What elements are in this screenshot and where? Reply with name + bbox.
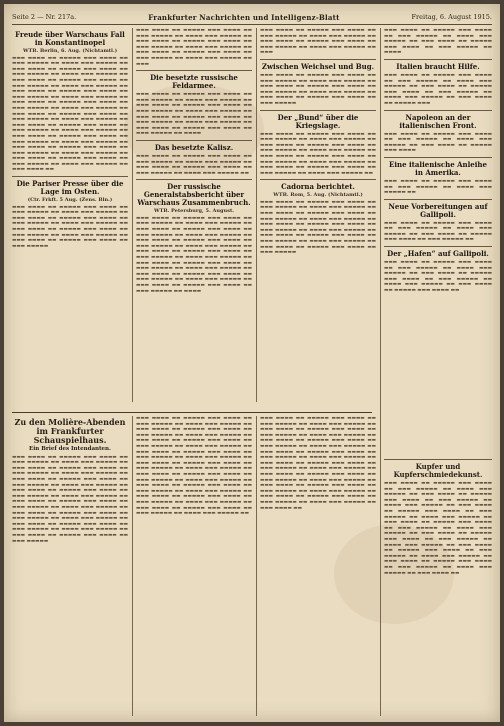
masthead <box>12 10 492 25</box>
article-body: ▬▬▬ ▬▬▬▬ ▬▬ ▬▬▬▬▬ ▬▬▬ ▬▬▬▬ ▬▬ ▬▬▬ ▬▬▬▬▬ ▬▬ ▬▬▬▬ ▬▬▬ ▬▬▬▬▬ ▬▬ ▬▬▬ ▬▬▬▬ ▬▬ ▬▬▬▬▬ ▬▬▬ ▬▬▬▬ ▬▬ ▬▬▬ ▬▬▬▬▬ ▬▬ ▬▬▬▬ ▬▬▬ ▬▬▬▬▬ ▬▬ ▬▬▬ ▬▬▬▬ ▬▬ ▬▬▬▬▬ ▬▬▬ ▬▬▬▬ ▬▬ ▬▬▬ ▬▬▬▬▬ <box>260 72 376 106</box>
article-body: ▬▬▬ ▬▬▬▬ ▬▬ ▬▬▬▬▬ ▬▬▬ ▬▬▬▬ ▬▬ ▬▬▬ ▬▬▬▬▬ ▬▬ ▬▬▬▬ ▬▬▬ ▬▬▬▬▬ ▬▬ <box>384 178 492 196</box>
dateline: (Ctr. Frkft. 5 Aug. (Zens. Bln.) <box>27 197 113 204</box>
article-body: ▬▬▬ ▬▬▬▬ ▬▬ ▬▬▬▬▬ ▬▬▬ ▬▬▬▬ ▬▬ ▬▬▬ ▬▬▬▬▬ ▬▬ ▬▬▬▬ ▬▬▬ ▬▬▬▬▬ ▬▬ ▬▬▬ ▬▬▬▬ ▬▬ ▬▬▬▬▬ ▬▬▬ ▬▬▬▬ ▬▬ ▬▬▬ ▬▬▬▬▬ ▬▬ ▬▬▬▬ <box>384 28 492 56</box>
article-body: ▬▬▬ ▬▬▬▬ ▬▬ ▬▬▬▬▬ ▬▬▬ ▬▬▬▬ ▬▬ ▬▬▬ ▬▬▬▬▬ ▬▬ ▬▬▬▬ ▬▬▬ ▬▬▬▬▬ ▬▬ ▬▬▬ ▬▬▬▬ ▬▬ ▬▬▬▬▬ ▬▬▬ ▬▬▬▬ ▬▬ ▬▬▬ ▬▬▬▬▬ ▬▬ ▬▬▬▬ ▬▬▬ ▬▬▬▬▬ ▬▬ ▬▬▬ <box>260 28 376 56</box>
headline-hafen-gallipoli: Der „Hafen“ auf Gallipoli. <box>387 249 489 259</box>
headline-napoleon: Napoleon an der italienischen Front. <box>399 112 477 130</box>
article-body: ▬▬▬ ▬▬▬▬ ▬▬ ▬▬▬▬▬ ▬▬▬ ▬▬▬▬ ▬▬ ▬▬▬ ▬▬▬▬▬ ▬▬ ▬▬▬▬ ▬▬▬ ▬▬▬▬▬ ▬▬ ▬▬▬ ▬▬▬▬ ▬▬ ▬▬▬▬▬ ▬▬▬ ▬▬▬▬ ▬▬ ▬▬▬ ▬▬▬▬▬ ▬▬ ▬▬▬▬ ▬▬▬ ▬▬▬▬▬ ▬▬ ▬▬▬ ▬▬▬▬ ▬▬ ▬▬▬▬▬ ▬▬▬ ▬▬▬▬ ▬▬ ▬▬▬ ▬▬▬▬▬ ▬▬ ▬▬▬▬ ▬▬▬ ▬▬▬▬▬ ▬▬ ▬▬▬ ▬▬▬▬ ▬▬ ▬▬▬▬▬ ▬▬▬ ▬▬▬▬ ▬▬ ▬▬▬ ▬▬▬▬▬ <box>12 204 128 249</box>
article-body: ▬▬▬ ▬▬▬▬ ▬▬ ▬▬▬▬▬ ▬▬▬ ▬▬▬▬ ▬▬ ▬▬▬ ▬▬▬▬▬ ▬▬ ▬▬▬▬ ▬▬▬ ▬▬▬▬▬ ▬▬ ▬▬▬ ▬▬▬▬ ▬▬ ▬▬▬▬▬ ▬▬▬ ▬▬▬▬ ▬▬ ▬▬▬ ▬▬▬▬▬ ▬▬ ▬▬▬▬ ▬▬▬ ▬▬▬▬▬ ▬▬ <box>136 153 252 176</box>
masthead-left: Seite 2 — Nr. 217a. <box>12 13 77 21</box>
article-body: ▬▬▬ ▬▬▬▬ ▬▬ ▬▬▬▬▬ ▬▬▬ ▬▬▬▬ ▬▬ ▬▬▬ ▬▬▬▬▬ ▬▬ ▬▬▬▬ ▬▬▬ ▬▬▬▬▬ ▬▬ ▬▬▬ ▬▬▬▬ ▬▬ ▬▬▬▬▬ ▬▬▬ ▬▬▬▬ ▬▬ ▬▬▬ ▬▬▬▬▬ ▬▬ ▬▬▬▬ ▬▬▬ ▬▬▬▬▬ ▬▬ ▬▬▬ ▬▬▬▬ ▬▬ ▬▬▬▬▬ ▬▬▬ ▬▬▬▬ ▬▬ ▬▬▬ ▬▬▬▬▬ ▬▬ ▬▬▬▬ ▬▬▬ ▬▬▬▬▬ ▬▬ ▬▬▬ ▬▬▬▬ ▬▬ ▬▬▬▬▬ ▬▬▬ ▬▬▬▬ ▬▬ ▬▬▬ ▬▬▬▬▬ ▬▬ ▬▬▬▬ ▬▬▬ ▬▬▬▬▬ ▬▬ ▬▬▬ ▬▬▬▬ ▬▬ ▬▬▬▬▬ ▬▬▬ ▬▬▬▬ ▬▬ ▬▬▬ ▬▬▬▬▬ ▬▬ ▬▬▬▬ ▬▬▬ ▬▬▬▬▬ ▬▬ ▬▬▬ ▬▬▬▬ ▬▬ ▬▬▬▬▬ ▬▬▬ ▬▬▬▬ ▬▬ ▬▬▬ ▬▬▬▬▬ ▬▬ ▬▬▬▬ ▬▬▬ ▬▬▬▬▬ ▬▬ ▬▬▬ ▬▬▬▬ ▬▬ ▬▬▬▬▬ ▬▬▬ ▬▬▬▬ ▬▬ ▬▬▬ ▬▬▬▬▬ ▬▬ ▬▬▬▬ ▬▬▬ ▬▬▬▬▬ ▬▬ ▬▬▬ ▬▬▬▬ ▬▬ ▬▬▬▬▬ ▬▬▬ ▬▬▬▬ ▬▬ ▬▬▬ ▬▬▬▬▬ <box>12 454 128 544</box>
headline-cadorna: Cadorna berichtet. <box>281 182 355 192</box>
headline-anleihe-amerika: Eine italienische Anleihe in Amerika. <box>389 159 487 177</box>
dateline: WTB. Petersburg, 5. August. <box>153 208 234 215</box>
article-body: ▬▬▬ ▬▬▬▬ ▬▬ ▬▬▬▬▬ ▬▬▬ ▬▬▬▬ ▬▬ ▬▬▬ ▬▬▬▬▬ ▬▬ ▬▬▬▬ ▬▬▬ ▬▬▬▬▬ ▬▬ ▬▬▬ ▬▬▬▬ ▬▬ ▬▬▬▬▬ ▬▬▬ ▬▬▬▬ ▬▬ ▬▬▬ ▬▬▬▬▬ ▬▬ <box>384 220 492 243</box>
dateline: WTB. Berlin, 6. Aug. (Nichtamtl.) <box>22 48 118 54</box>
article-body: ▬▬▬ ▬▬▬▬ ▬▬ ▬▬▬▬▬ ▬▬▬ ▬▬▬▬ ▬▬ ▬▬▬ ▬▬▬▬▬ ▬▬ ▬▬▬▬ ▬▬▬ ▬▬▬▬▬ ▬▬ ▬▬▬ ▬▬▬▬ ▬▬ ▬▬▬▬▬ ▬▬▬ ▬▬▬▬ ▬▬ ▬▬▬ ▬▬▬▬▬ ▬▬ ▬▬▬▬ ▬▬▬ ▬▬▬▬▬ ▬▬ ▬▬▬ ▬▬▬▬ ▬▬ ▬▬▬▬▬ ▬▬▬ ▬▬▬▬ ▬▬ ▬▬▬ ▬▬▬▬▬ ▬▬ ▬▬▬▬ ▬▬▬ ▬▬▬▬▬ ▬▬ ▬▬▬ ▬▬▬▬ ▬▬ ▬▬▬▬▬ ▬▬▬ ▬▬▬▬ ▬▬ ▬▬▬ ▬▬▬▬▬ ▬▬ ▬▬▬▬ ▬▬▬ ▬▬▬▬▬ ▬▬ ▬▬▬ ▬▬▬▬ ▬▬ ▬▬▬▬▬ ▬▬▬ ▬▬▬▬ ▬▬ ▬▬▬ ▬▬▬▬▬ ▬▬ ▬▬▬▬ ▬▬▬ ▬▬▬▬▬ ▬▬ ▬▬▬ ▬▬▬▬ ▬▬ ▬▬▬▬▬ ▬▬▬ ▬▬▬▬ ▬▬ ▬▬▬ ▬▬▬▬▬ ▬▬ ▬▬▬▬ ▬▬▬ ▬▬▬▬▬ ▬▬ ▬▬▬ ▬▬▬▬ ▬▬ ▬▬▬▬▬ ▬▬▬ ▬▬▬▬ ▬▬ ▬▬▬ ▬▬▬▬▬ ▬▬ ▬▬▬▬ ▬▬▬ ▬▬▬▬▬ ▬▬ ▬▬▬ ▬▬▬▬ ▬▬ ▬▬▬▬▬ ▬▬▬ ▬▬▬▬ ▬▬ ▬▬▬ ▬▬▬▬▬ ▬▬ ▬▬▬▬ ▬▬▬ ▬▬▬▬▬ ▬▬ ▬▬▬ ▬▬▬▬ ▬▬ ▬▬▬▬▬ ▬▬▬ ▬▬▬▬ ▬▬ ▬▬▬ ▬▬▬▬▬ ▬▬ ▬▬▬▬ ▬▬▬ ▬▬▬▬▬ ▬▬ <box>136 416 252 517</box>
article-body: ▬▬▬ ▬▬▬▬ ▬▬ ▬▬▬▬▬ ▬▬▬ ▬▬▬▬ ▬▬ ▬▬▬ ▬▬▬▬▬ ▬▬ ▬▬▬▬ ▬▬▬ ▬▬▬▬▬ ▬▬ ▬▬▬ ▬▬▬▬ ▬▬ ▬▬▬▬▬ ▬▬▬ ▬▬▬▬ <box>384 131 492 154</box>
article-body: ▬▬▬ ▬▬▬▬ ▬▬ ▬▬▬▬▬ ▬▬▬ ▬▬▬▬ ▬▬ ▬▬▬ ▬▬▬▬▬ ▬▬ ▬▬▬▬ ▬▬▬ ▬▬▬▬▬ ▬▬ ▬▬▬ ▬▬▬▬ ▬▬ ▬▬▬▬▬ ▬▬▬ ▬▬▬▬ ▬▬ ▬▬▬ ▬▬▬▬▬ ▬▬ ▬▬▬▬ ▬▬▬ ▬▬▬▬▬ ▬▬ ▬▬▬ ▬▬▬▬ ▬▬ ▬▬▬▬▬ ▬▬▬ ▬▬▬▬ ▬▬ ▬▬▬ ▬▬▬▬▬ ▬▬ ▬▬▬▬ ▬▬▬ ▬▬▬▬▬ ▬▬ ▬▬▬ ▬▬▬▬ ▬▬ ▬▬▬▬▬ ▬▬▬ ▬▬▬▬ ▬▬ ▬▬▬ ▬▬▬▬▬ ▬▬ ▬▬▬▬ ▬▬▬ ▬▬▬▬▬ ▬▬ ▬▬▬ ▬▬▬▬ ▬▬ ▬▬▬▬▬ ▬▬▬ ▬▬▬▬ ▬▬ ▬▬▬ ▬▬▬▬▬ ▬▬ ▬▬▬▬ ▬▬▬ ▬▬▬▬▬ ▬▬ ▬▬▬ ▬▬▬▬ ▬▬ ▬▬▬▬▬ ▬▬▬ ▬▬▬▬ ▬▬ ▬▬▬ ▬▬▬▬▬ ▬▬ ▬▬▬▬ ▬▬▬ ▬▬▬▬▬ ▬▬ ▬▬▬ ▬▬▬▬ ▬▬ ▬▬▬▬▬ ▬▬▬ ▬▬▬▬ ▬▬ ▬▬▬ ▬▬▬▬▬ ▬▬ ▬▬▬▬ ▬▬▬ ▬▬▬▬▬ ▬▬ ▬▬▬ ▬▬▬▬ ▬▬ ▬▬▬▬▬ ▬▬▬ ▬▬▬▬ ▬▬ ▬▬▬ ▬▬▬▬▬ ▬▬ ▬▬▬▬ ▬▬▬ ▬▬▬▬▬ ▬▬ ▬▬▬ ▬▬▬▬ ▬▬ <box>260 416 376 511</box>
article-body: ▬▬▬ ▬▬▬▬ ▬▬ ▬▬▬▬▬ ▬▬▬ ▬▬▬▬ ▬▬ ▬▬▬ ▬▬▬▬▬ ▬▬ ▬▬▬▬ ▬▬▬ ▬▬▬▬▬ ▬▬ ▬▬▬ ▬▬▬▬ ▬▬ ▬▬▬▬▬ ▬▬▬ ▬▬▬▬ ▬▬ ▬▬▬ ▬▬▬▬▬ ▬▬ ▬▬▬▬ ▬▬▬ ▬▬▬▬▬ ▬▬ ▬▬▬ ▬▬▬▬ ▬▬ ▬▬▬▬▬ ▬▬▬ <box>384 72 492 106</box>
headline-kalisz: Das besetzte Kalisz. <box>154 142 234 152</box>
feuilleton-column-1 <box>12 416 128 544</box>
headline-generalstabsbericht: Der russische Generalstabsbericht über Warschaus Zusammenbruch. <box>137 182 251 208</box>
subheadline-brief: Ein Brief des Intendanten. <box>29 446 111 452</box>
headline-kupfer: Kupfer und Kupferschmiedekunst. <box>393 462 483 479</box>
article-body: ▬▬▬ ▬▬▬▬ ▬▬ ▬▬▬▬▬ ▬▬▬ ▬▬▬▬ ▬▬ ▬▬▬ ▬▬▬▬▬ ▬▬ ▬▬▬▬ ▬▬▬ ▬▬▬▬▬ ▬▬ ▬▬▬ ▬▬▬▬ ▬▬ ▬▬▬▬▬ ▬▬▬ ▬▬▬▬ ▬▬ ▬▬▬ ▬▬▬▬▬ ▬▬ ▬▬▬▬ ▬▬▬ ▬▬▬▬▬ ▬▬ ▬▬▬ ▬▬▬▬ ▬▬ ▬▬▬▬▬ ▬▬▬ ▬▬▬▬ ▬▬ ▬▬▬ ▬▬▬▬▬ ▬▬ ▬▬▬▬ ▬▬▬ ▬▬▬▬▬ ▬▬ ▬▬▬ ▬▬▬▬ ▬▬ ▬▬▬▬▬ ▬▬▬ ▬▬▬▬ ▬▬ ▬▬▬ ▬▬▬▬▬ ▬▬ ▬▬▬▬ ▬▬▬ ▬▬▬▬▬ ▬▬ ▬▬▬ ▬▬▬▬ ▬▬ ▬▬▬▬▬ ▬▬▬ ▬▬▬▬ ▬▬ ▬▬▬ ▬▬▬▬▬ ▬▬ ▬▬▬▬ ▬▬▬ ▬▬▬▬▬ ▬▬ ▬▬▬ ▬▬▬▬ ▬▬ ▬▬▬▬▬ ▬▬▬ ▬▬▬▬ ▬▬ ▬▬▬ ▬▬▬▬▬ ▬▬ ▬▬▬▬ ▬▬▬ ▬▬▬▬▬ ▬▬ ▬▬▬ ▬▬▬▬ ▬▬ ▬▬▬▬▬ ▬▬▬ ▬▬▬▬ ▬▬ ▬▬▬ ▬▬▬▬▬ ▬▬ ▬▬▬▬ ▬▬▬ ▬▬▬▬▬ ▬▬ ▬▬▬ ▬▬▬▬ ▬▬ ▬▬▬▬▬ ▬▬▬ ▬▬▬▬ ▬▬ ▬▬▬ ▬▬▬▬▬ ▬▬ ▬▬▬▬ ▬▬▬ ▬▬▬▬▬ ▬▬ ▬▬▬ ▬▬▬▬ ▬▬ ▬▬▬▬▬ ▬▬▬ ▬▬▬▬ ▬▬ ▬▬▬ ▬▬▬▬▬ ▬▬ ▬▬▬▬ ▬▬▬ ▬▬▬▬▬ ▬▬ ▬▬▬ ▬▬▬▬ ▬▬ ▬▬▬▬▬ ▬▬▬ ▬▬▬▬ ▬▬ ▬▬▬ ▬▬▬▬▬ ▬▬ ▬▬▬▬ ▬▬▬ ▬▬▬▬▬ ▬▬ ▬▬▬ ▬▬▬▬ ▬▬ <box>12 55 128 173</box>
kupfer-article <box>384 456 492 576</box>
article-body: ▬▬▬ ▬▬▬▬ ▬▬ ▬▬▬▬▬ ▬▬▬ ▬▬▬▬ ▬▬ ▬▬▬ ▬▬▬▬▬ ▬▬ ▬▬▬▬ ▬▬▬ ▬▬▬▬▬ ▬▬ ▬▬▬ ▬▬▬▬ ▬▬ ▬▬▬▬▬ ▬▬▬ ▬▬▬▬ ▬▬ ▬▬▬ ▬▬▬▬▬ ▬▬ ▬▬▬▬ ▬▬▬ ▬▬▬▬▬ ▬▬ ▬▬▬ ▬▬▬▬ ▬▬ ▬▬▬▬▬ ▬▬▬ ▬▬▬▬ ▬▬ ▬▬▬ ▬▬▬▬▬ ▬▬ ▬▬▬▬ ▬▬▬ ▬▬▬▬▬ ▬▬ ▬▬▬ ▬▬▬▬ ▬▬ ▬▬▬▬▬ ▬▬▬ ▬▬▬▬ ▬▬ ▬▬▬ ▬▬▬▬▬ ▬▬ ▬▬▬▬ ▬▬▬ ▬▬▬▬▬ ▬▬ <box>260 131 376 176</box>
masthead-title: Frankfurter Nachrichten und Intelligenz-Blatt <box>148 12 340 22</box>
headline-moliere-abende: Zu den Molière-Abenden im Frankfurter Schauspielhaus. <box>14 417 126 445</box>
column-1 <box>12 28 128 249</box>
masthead-date: Freitag, 6. August 1915. <box>411 13 492 21</box>
newspaper-page <box>4 4 500 722</box>
column-4 <box>384 28 492 294</box>
headline-feldarmee: Die besetzte russische Feldarmee. <box>150 73 238 91</box>
article-body: ▬▬▬ ▬▬▬▬ ▬▬ ▬▬▬▬▬ ▬▬▬ ▬▬▬▬ ▬▬ ▬▬▬ ▬▬▬▬▬ ▬▬ ▬▬▬▬ ▬▬▬ ▬▬▬▬▬ ▬▬ ▬▬▬ ▬▬▬▬ ▬▬ ▬▬▬▬▬ ▬▬▬ ▬▬▬▬ ▬▬ ▬▬▬ ▬▬▬▬▬ ▬▬ ▬▬▬▬ ▬▬▬ ▬▬▬▬▬ ▬▬ ▬▬▬ ▬▬▬▬ ▬▬ ▬▬▬▬▬ ▬▬▬ ▬▬▬▬ ▬▬ <box>384 260 492 294</box>
headline-weichsel-bug: Zwischen Weichsel und Bug. <box>261 61 375 71</box>
headline-bund-kriegslage: Der „Bund“ über die Kriegslage. <box>277 112 359 130</box>
dateline: WTB. Rom, 5. Aug. (Nichtamtl.) <box>273 192 363 199</box>
article-body: ▬▬▬ ▬▬▬▬ ▬▬ ▬▬▬▬▬ ▬▬▬ ▬▬▬▬ ▬▬ ▬▬▬ ▬▬▬▬▬ ▬▬ ▬▬▬▬ ▬▬▬ ▬▬▬▬▬ ▬▬ ▬▬▬ ▬▬▬▬ ▬▬ ▬▬▬▬▬ ▬▬▬ ▬▬▬▬ ▬▬ ▬▬▬ ▬▬▬▬▬ ▬▬ ▬▬▬▬ ▬▬▬ ▬▬▬▬▬ ▬▬ ▬▬▬ ▬▬▬▬ ▬▬ ▬▬▬▬▬ ▬▬▬ ▬▬▬▬ ▬▬ ▬▬▬ ▬▬▬▬▬ ▬▬ ▬▬▬▬ ▬▬▬ ▬▬▬▬▬ ▬▬ ▬▬▬ ▬▬▬▬ ▬▬ ▬▬▬▬▬ ▬▬▬ ▬▬▬▬ ▬▬ ▬▬▬ ▬▬▬▬▬ ▬▬ ▬▬▬▬ ▬▬▬ ▬▬▬▬▬ ▬▬ ▬▬▬ ▬▬▬▬ ▬▬ ▬▬▬▬▬ ▬▬▬ ▬▬▬▬ ▬▬ ▬▬▬ ▬▬▬▬▬ ▬▬ ▬▬▬▬ ▬▬▬ ▬▬▬▬▬ ▬▬ ▬▬▬ ▬▬▬▬ ▬▬ ▬▬▬▬▬ ▬▬▬ ▬▬▬▬ ▬▬ ▬▬▬ ▬▬▬▬▬ ▬▬ ▬▬▬▬ ▬▬▬ ▬▬▬▬▬ ▬▬ ▬▬▬ ▬▬▬▬ ▬▬ ▬▬▬▬▬ ▬▬▬ ▬▬▬▬ ▬▬ ▬▬▬ ▬▬▬▬▬ ▬▬ ▬▬▬▬ <box>136 215 252 294</box>
column-2 <box>136 28 252 294</box>
feuilleton-column-2 <box>136 416 252 517</box>
article-body: ▬▬▬ ▬▬▬▬ ▬▬ ▬▬▬▬▬ ▬▬▬ ▬▬▬▬ ▬▬ ▬▬▬ ▬▬▬▬▬ ▬▬ ▬▬▬▬ ▬▬▬ ▬▬▬▬▬ ▬▬ ▬▬▬ ▬▬▬▬ ▬▬ ▬▬▬▬▬ ▬▬▬ ▬▬▬▬ ▬▬ ▬▬▬ ▬▬▬▬▬ ▬▬ ▬▬▬▬ ▬▬▬ ▬▬▬▬▬ ▬▬ ▬▬▬ ▬▬▬▬ ▬▬ ▬▬▬▬▬ ▬▬▬ ▬▬▬▬ ▬▬ ▬▬▬ ▬▬▬▬▬ ▬▬ ▬▬▬▬ ▬▬▬ ▬▬▬▬▬ ▬▬ ▬▬▬ <box>136 28 252 67</box>
article-body: ▬▬▬ ▬▬▬▬ ▬▬ ▬▬▬▬▬ ▬▬▬ ▬▬▬▬ ▬▬ ▬▬▬ ▬▬▬▬▬ ▬▬ ▬▬▬▬ ▬▬▬ ▬▬▬▬▬ ▬▬ ▬▬▬ ▬▬▬▬ ▬▬ ▬▬▬▬▬ ▬▬▬ ▬▬▬▬ ▬▬ ▬▬▬ ▬▬▬▬▬ ▬▬ ▬▬▬▬ ▬▬▬ ▬▬▬▬▬ ▬▬ ▬▬▬ ▬▬▬▬ ▬▬ ▬▬▬▬▬ ▬▬▬ ▬▬▬▬ ▬▬ ▬▬▬ ▬▬▬▬▬ ▬▬ ▬▬▬▬ ▬▬▬ ▬▬▬▬▬ ▬▬ ▬▬▬ ▬▬▬▬ ▬▬ ▬▬▬▬▬ ▬▬▬ ▬▬▬▬ ▬▬ ▬▬▬ ▬▬▬▬▬ ▬▬ ▬▬▬▬ ▬▬▬ ▬▬▬▬▬ ▬▬ ▬▬▬ ▬▬▬▬ ▬▬ ▬▬▬▬▬ ▬▬▬ ▬▬▬▬ ▬▬ ▬▬▬ ▬▬▬▬▬ ▬▬ ▬▬▬▬ ▬▬▬ ▬▬▬▬▬ ▬▬ ▬▬▬ ▬▬▬▬ ▬▬ ▬▬▬▬▬ ▬▬▬ ▬▬▬▬ ▬▬ ▬▬▬ ▬▬▬▬▬ ▬▬ ▬▬▬▬ ▬▬▬ ▬▬▬▬▬ ▬▬ ▬▬▬ ▬▬▬▬ ▬▬ ▬▬▬▬▬ ▬▬▬ ▬▬▬▬ ▬▬ ▬▬▬ ▬▬▬▬▬ ▬▬ ▬▬▬▬ ▬▬▬ ▬▬▬▬▬ ▬▬ ▬▬▬ ▬▬▬▬ ▬▬ <box>384 481 492 576</box>
headline-pariser-presse: Die Pariser Presse über die Lage im Osten. <box>16 179 124 197</box>
article-body: ▬▬▬ ▬▬▬▬ ▬▬ ▬▬▬▬▬ ▬▬▬ ▬▬▬▬ ▬▬ ▬▬▬ ▬▬▬▬▬ ▬▬ ▬▬▬▬ ▬▬▬ ▬▬▬▬▬ ▬▬ ▬▬▬ ▬▬▬▬ ▬▬ ▬▬▬▬▬ ▬▬▬ ▬▬▬▬ ▬▬ ▬▬▬ ▬▬▬▬▬ ▬▬ ▬▬▬▬ ▬▬▬ ▬▬▬▬▬ ▬▬ ▬▬▬ ▬▬▬▬ ▬▬ ▬▬▬▬▬ ▬▬▬ ▬▬▬▬ ▬▬ ▬▬▬ ▬▬▬▬▬ ▬▬ ▬▬▬▬ ▬▬▬ ▬▬▬▬▬ ▬▬ ▬▬▬ ▬▬▬▬ ▬▬ ▬▬▬▬▬ ▬▬▬ ▬▬▬▬ ▬▬ ▬▬▬ ▬▬▬▬▬ ▬▬ ▬▬▬▬ <box>136 92 252 137</box>
column-3 <box>260 28 376 256</box>
headline-italien-hilfe: Italien braucht Hilfe. <box>396 61 480 71</box>
feuilleton-column-3 <box>260 416 376 511</box>
headline-gallipoli-vorbereitungen: Neue Vorbereitungen auf Gallipoli. <box>388 201 488 219</box>
headline-warschau-konstantinopel: Freude über Warschaus Fall in Konstantinopel <box>15 30 125 47</box>
article-body: ▬▬▬ ▬▬▬▬ ▬▬ ▬▬▬▬▬ ▬▬▬ ▬▬▬▬ ▬▬ ▬▬▬ ▬▬▬▬▬ ▬▬ ▬▬▬▬ ▬▬▬ ▬▬▬▬▬ ▬▬ ▬▬▬ ▬▬▬▬ ▬▬ ▬▬▬▬▬ ▬▬▬ ▬▬▬▬ ▬▬ ▬▬▬ ▬▬▬▬▬ ▬▬ ▬▬▬▬ ▬▬▬ ▬▬▬▬▬ ▬▬ ▬▬▬ ▬▬▬▬ ▬▬ ▬▬▬▬▬ ▬▬▬ ▬▬▬▬ ▬▬ ▬▬▬ ▬▬▬▬▬ ▬▬ ▬▬▬▬ ▬▬▬ ▬▬▬▬▬ ▬▬ ▬▬▬ ▬▬▬▬ ▬▬ ▬▬▬▬▬ ▬▬▬ ▬▬▬▬ ▬▬ ▬▬▬ ▬▬▬▬▬ ▬▬ ▬▬▬▬ ▬▬▬ ▬▬▬▬▬ ▬▬ ▬▬▬ ▬▬▬▬ ▬▬ ▬▬▬▬▬ ▬▬▬ ▬▬▬▬ ▬▬ ▬▬▬ ▬▬▬▬▬ <box>260 199 376 256</box>
